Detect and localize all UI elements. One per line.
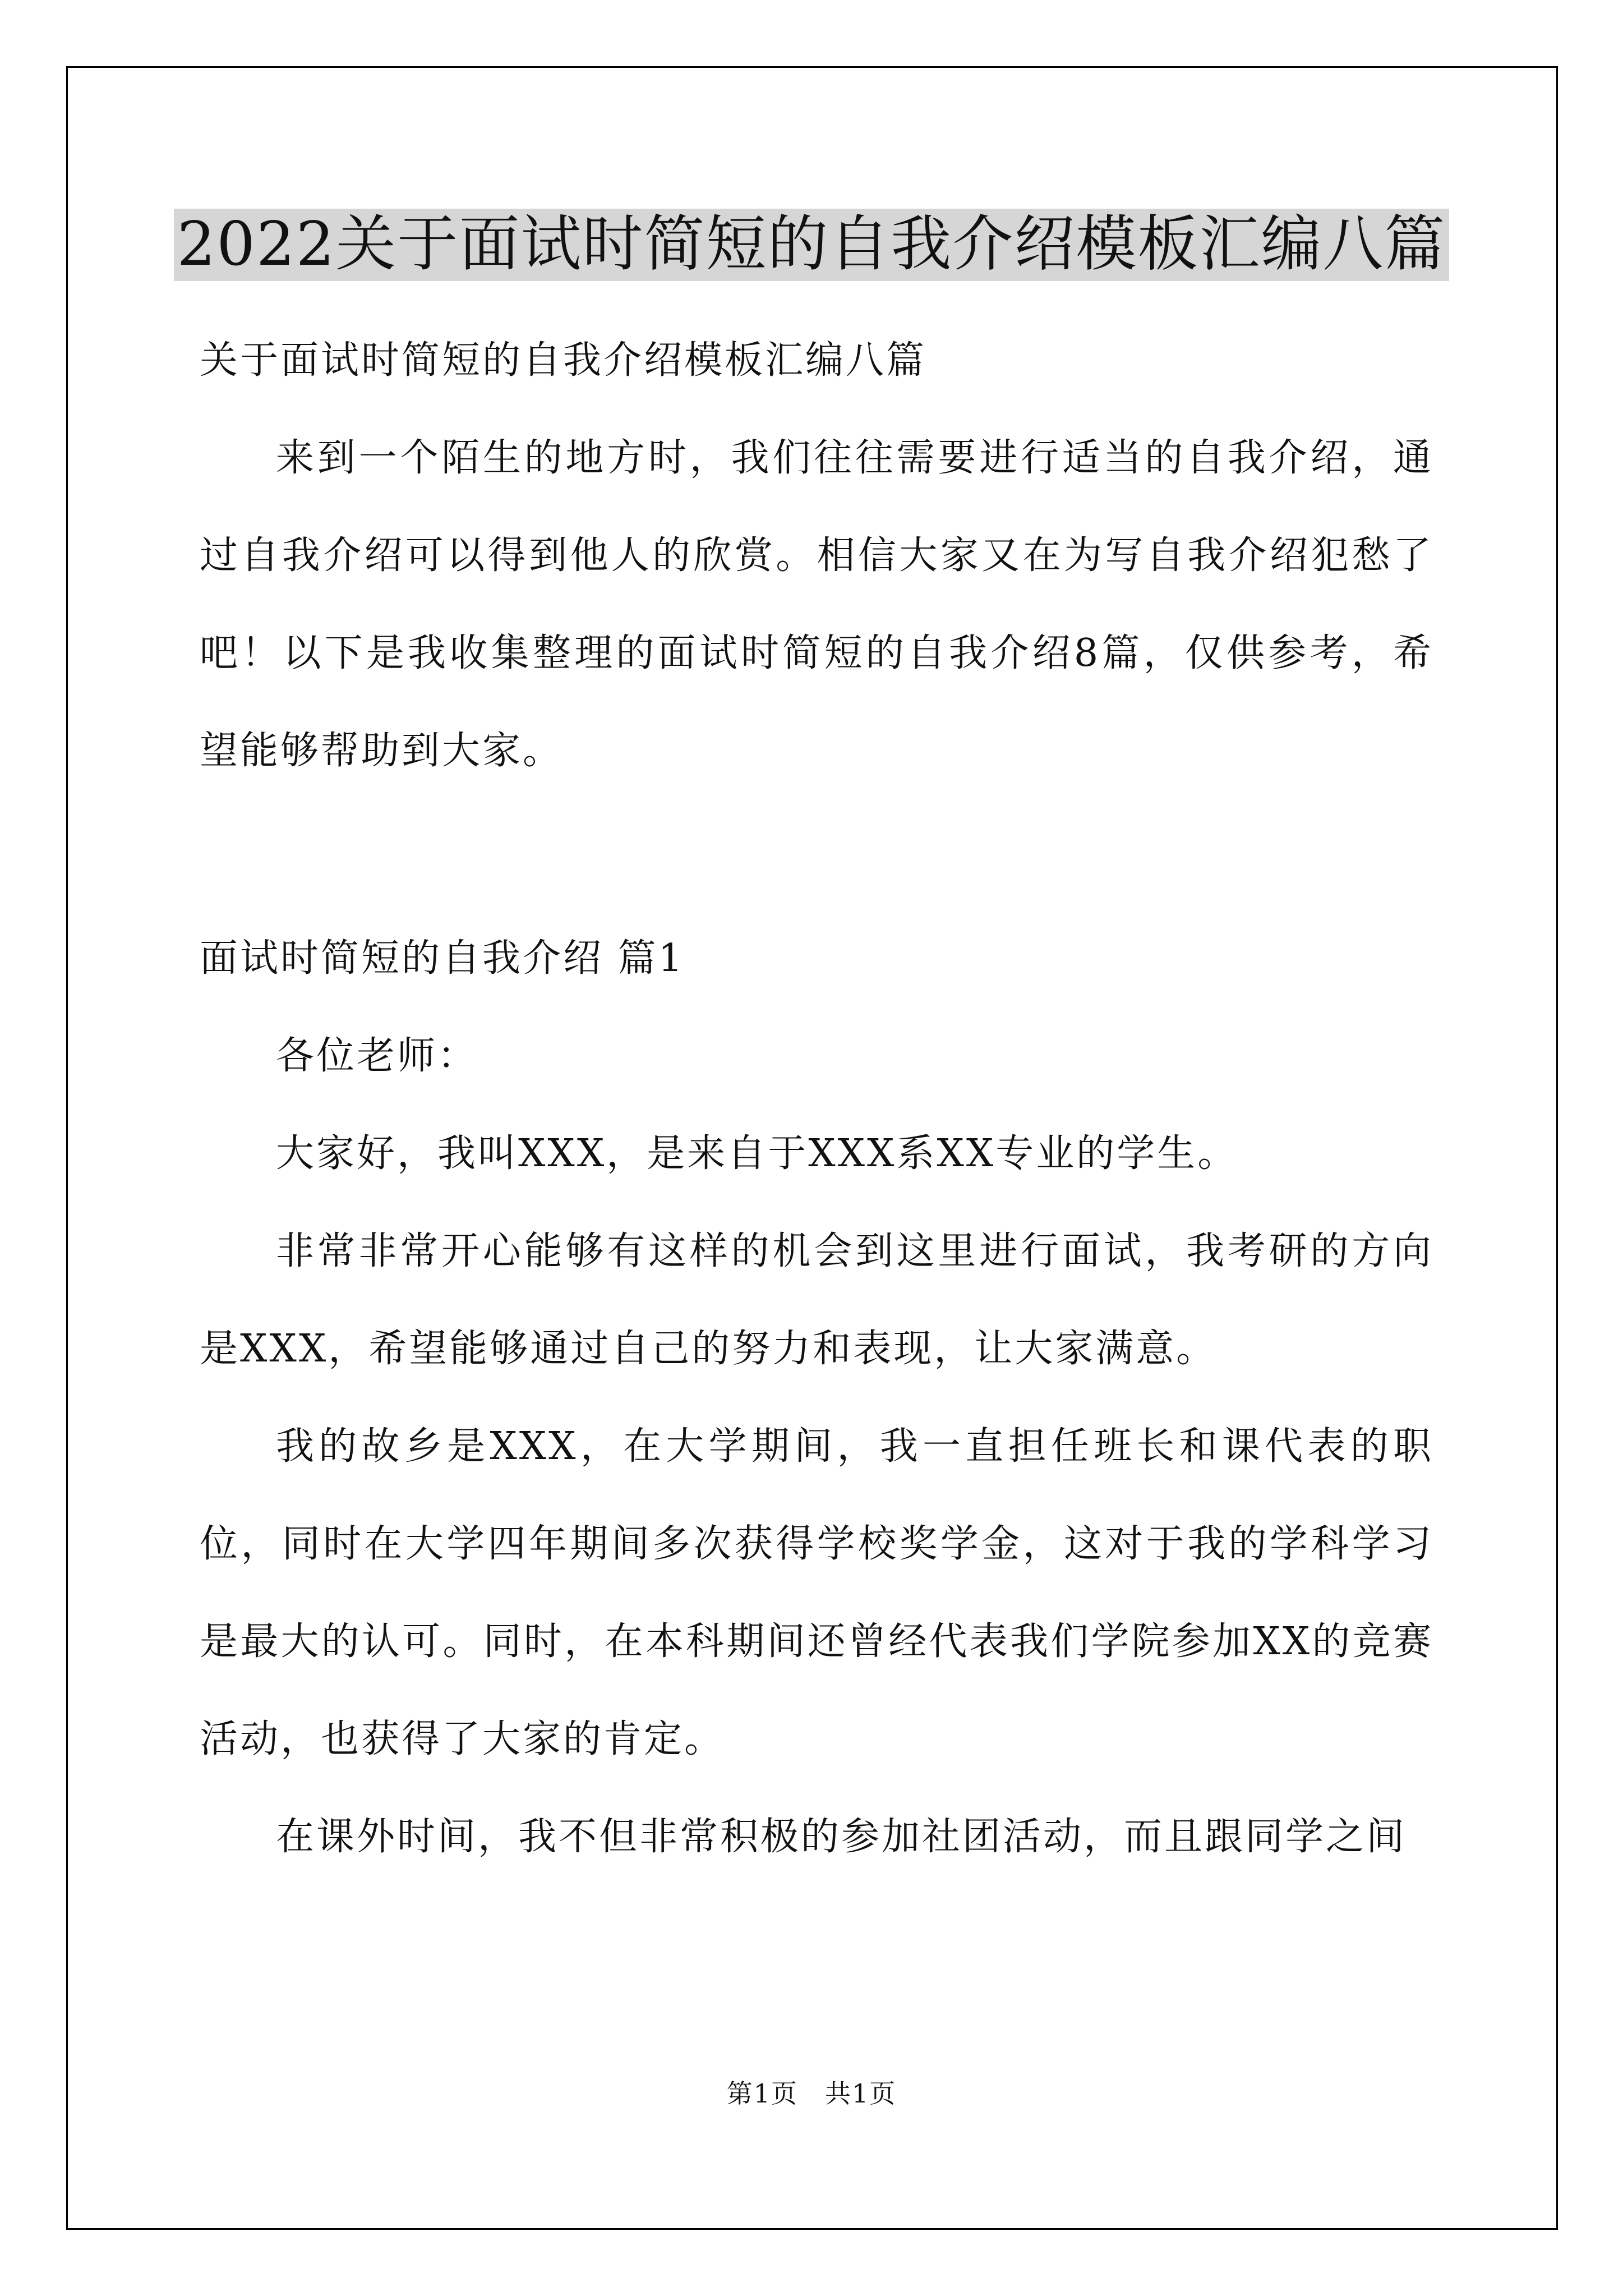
intro-paragraph: 来到一个陌生的地方时，我们往往需要进行适当的自我介绍，通过自我介绍可以得到他人的欣赏。相信大家又在为写自我介绍犯愁了吧！以下是我收集整理的面试时简短的自我介绍8篇，仅供参考，希望能够帮助到大家。 — [200, 436, 1433, 773]
body-paragraph-background: 我的故乡是XXX，在大学期间，我一直担任班长和课代表的职位，同时在大学四年期间多次获得学校奖学金，这对于我的学科学习是最大的认可。同时，在本科期间还曾经代表我们学院参加XX的竞赛活动，也获得了大家的肯定。 — [200, 1424, 1433, 1761]
document-title: 2022关于面试时简短的自我介绍模板汇编八篇 — [174, 209, 1450, 281]
section-gap — [200, 800, 1433, 910]
document-subtitle: 关于面试时简短的自我介绍模板汇编八篇 — [200, 338, 927, 383]
title-wrap — [0, 209, 1623, 281]
body-paragraph-name: 大家好，我叫XXX，是来自于XXX系XX专业的学生。 — [276, 1131, 1238, 1176]
body-paragraph-greeting: 各位老师： — [276, 1034, 478, 1078]
document-body — [200, 312, 1433, 1886]
section-heading: 面试时简短的自我介绍 篇1 — [200, 936, 685, 981]
body-paragraph-direction: 非常非常开心能够有这样的机会到这里进行面试，我考研的方向是XXX，希望能够通过自己的努力和表现，让大家满意。 — [200, 1229, 1433, 1371]
body-paragraph-activities: 在课外时间，我不但非常积极的参加社团活动，而且跟同学之间 — [276, 1815, 1407, 1859]
page-footer: 第1页 共1页 — [726, 2078, 897, 2109]
